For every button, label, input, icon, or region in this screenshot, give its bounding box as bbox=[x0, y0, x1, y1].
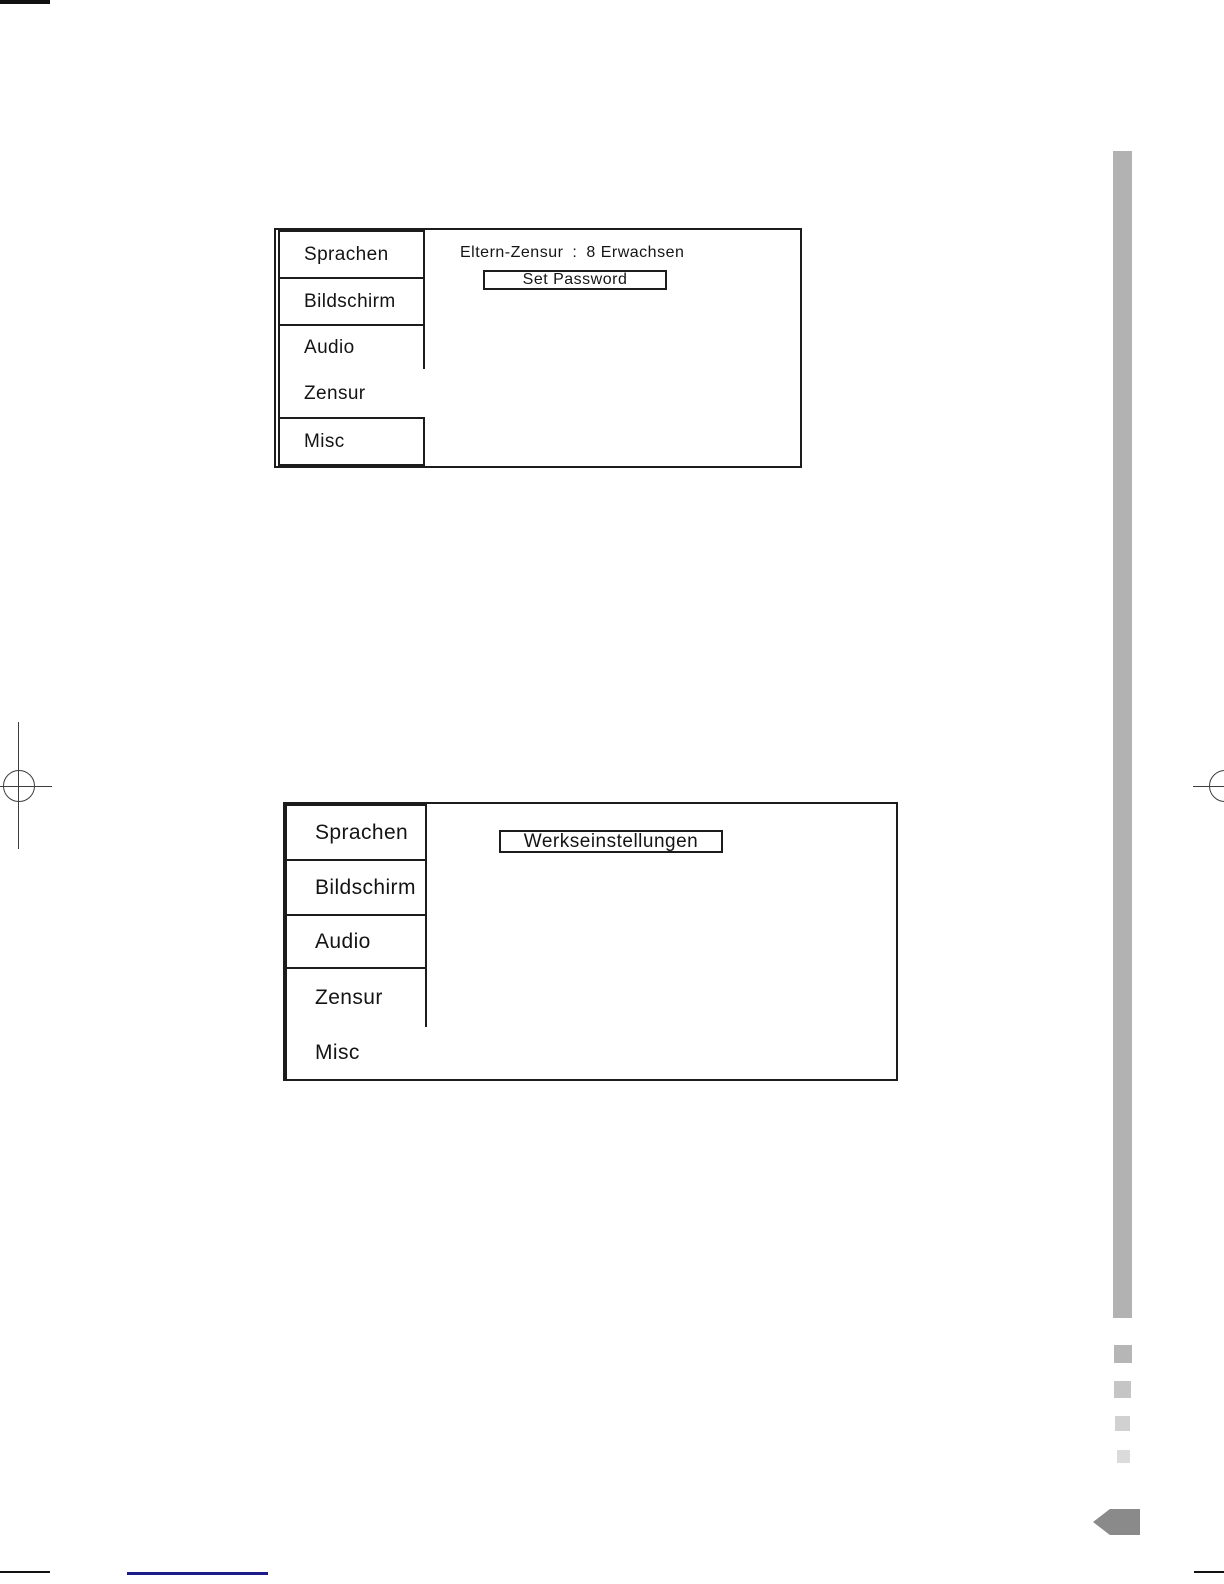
registration-circle bbox=[3, 770, 35, 802]
left-arrow-icon bbox=[1093, 1509, 1140, 1535]
tab-sprachen-label: Sprachen bbox=[304, 243, 389, 265]
factory-settings-button[interactable] bbox=[499, 830, 723, 853]
fold-line-blue bbox=[127, 1572, 268, 1575]
factory-settings-label: Werkseinstellungen bbox=[523, 830, 699, 852]
registration-circle bbox=[1209, 770, 1224, 802]
tab-misc-label: Misc bbox=[315, 1041, 360, 1064]
parental-rating-value: 8 Erwachsen bbox=[586, 244, 685, 261]
tab-sprachen-label: Sprachen bbox=[315, 820, 409, 844]
tab-bildschirm[interactable] bbox=[278, 277, 425, 326]
calibration-swatch-1 bbox=[1114, 1345, 1132, 1363]
print-sidebar-bar bbox=[1113, 151, 1132, 1318]
tab-zensur-label: Zensur bbox=[315, 986, 383, 1009]
crop-mark-bottom-left bbox=[0, 1571, 50, 1573]
set-password-button[interactable] bbox=[483, 270, 667, 290]
tab-zensur[interactable] bbox=[278, 369, 425, 419]
tab-audio[interactable] bbox=[285, 914, 427, 969]
tab-bildschirm-label: Bildschirm bbox=[315, 875, 416, 899]
rating-separator: : bbox=[572, 244, 578, 261]
crop-mark-bottom-right bbox=[1194, 1571, 1224, 1573]
crop-mark-top-left bbox=[0, 0, 50, 4]
tab-sprachen[interactable] bbox=[285, 804, 427, 861]
tab-audio-label: Audio bbox=[304, 336, 355, 358]
tab-zensur[interactable] bbox=[285, 967, 427, 1029]
tab-misc[interactable] bbox=[278, 417, 425, 466]
parental-rating-label: Eltern-Zensur bbox=[460, 244, 564, 261]
calibration-swatch-2 bbox=[1114, 1381, 1131, 1398]
calibration-swatch-4 bbox=[1117, 1450, 1130, 1463]
osd-screen-zensur bbox=[274, 228, 802, 468]
set-password-label: Set Password bbox=[522, 271, 628, 288]
calibration-swatch-3 bbox=[1115, 1416, 1130, 1431]
tab-audio[interactable] bbox=[278, 324, 425, 371]
tab-bildschirm-label: Bildschirm bbox=[304, 290, 396, 312]
tab-sprachen[interactable] bbox=[278, 230, 425, 279]
tab-misc-label: Misc bbox=[304, 430, 345, 452]
tab-misc[interactable] bbox=[285, 1027, 427, 1079]
tab-audio-label: Audio bbox=[315, 929, 371, 953]
osd-screen-misc bbox=[283, 802, 898, 1081]
tab-zensur-label: Zensur bbox=[304, 383, 366, 404]
tab-bildschirm[interactable] bbox=[285, 859, 427, 916]
parental-rating-status bbox=[460, 244, 684, 262]
